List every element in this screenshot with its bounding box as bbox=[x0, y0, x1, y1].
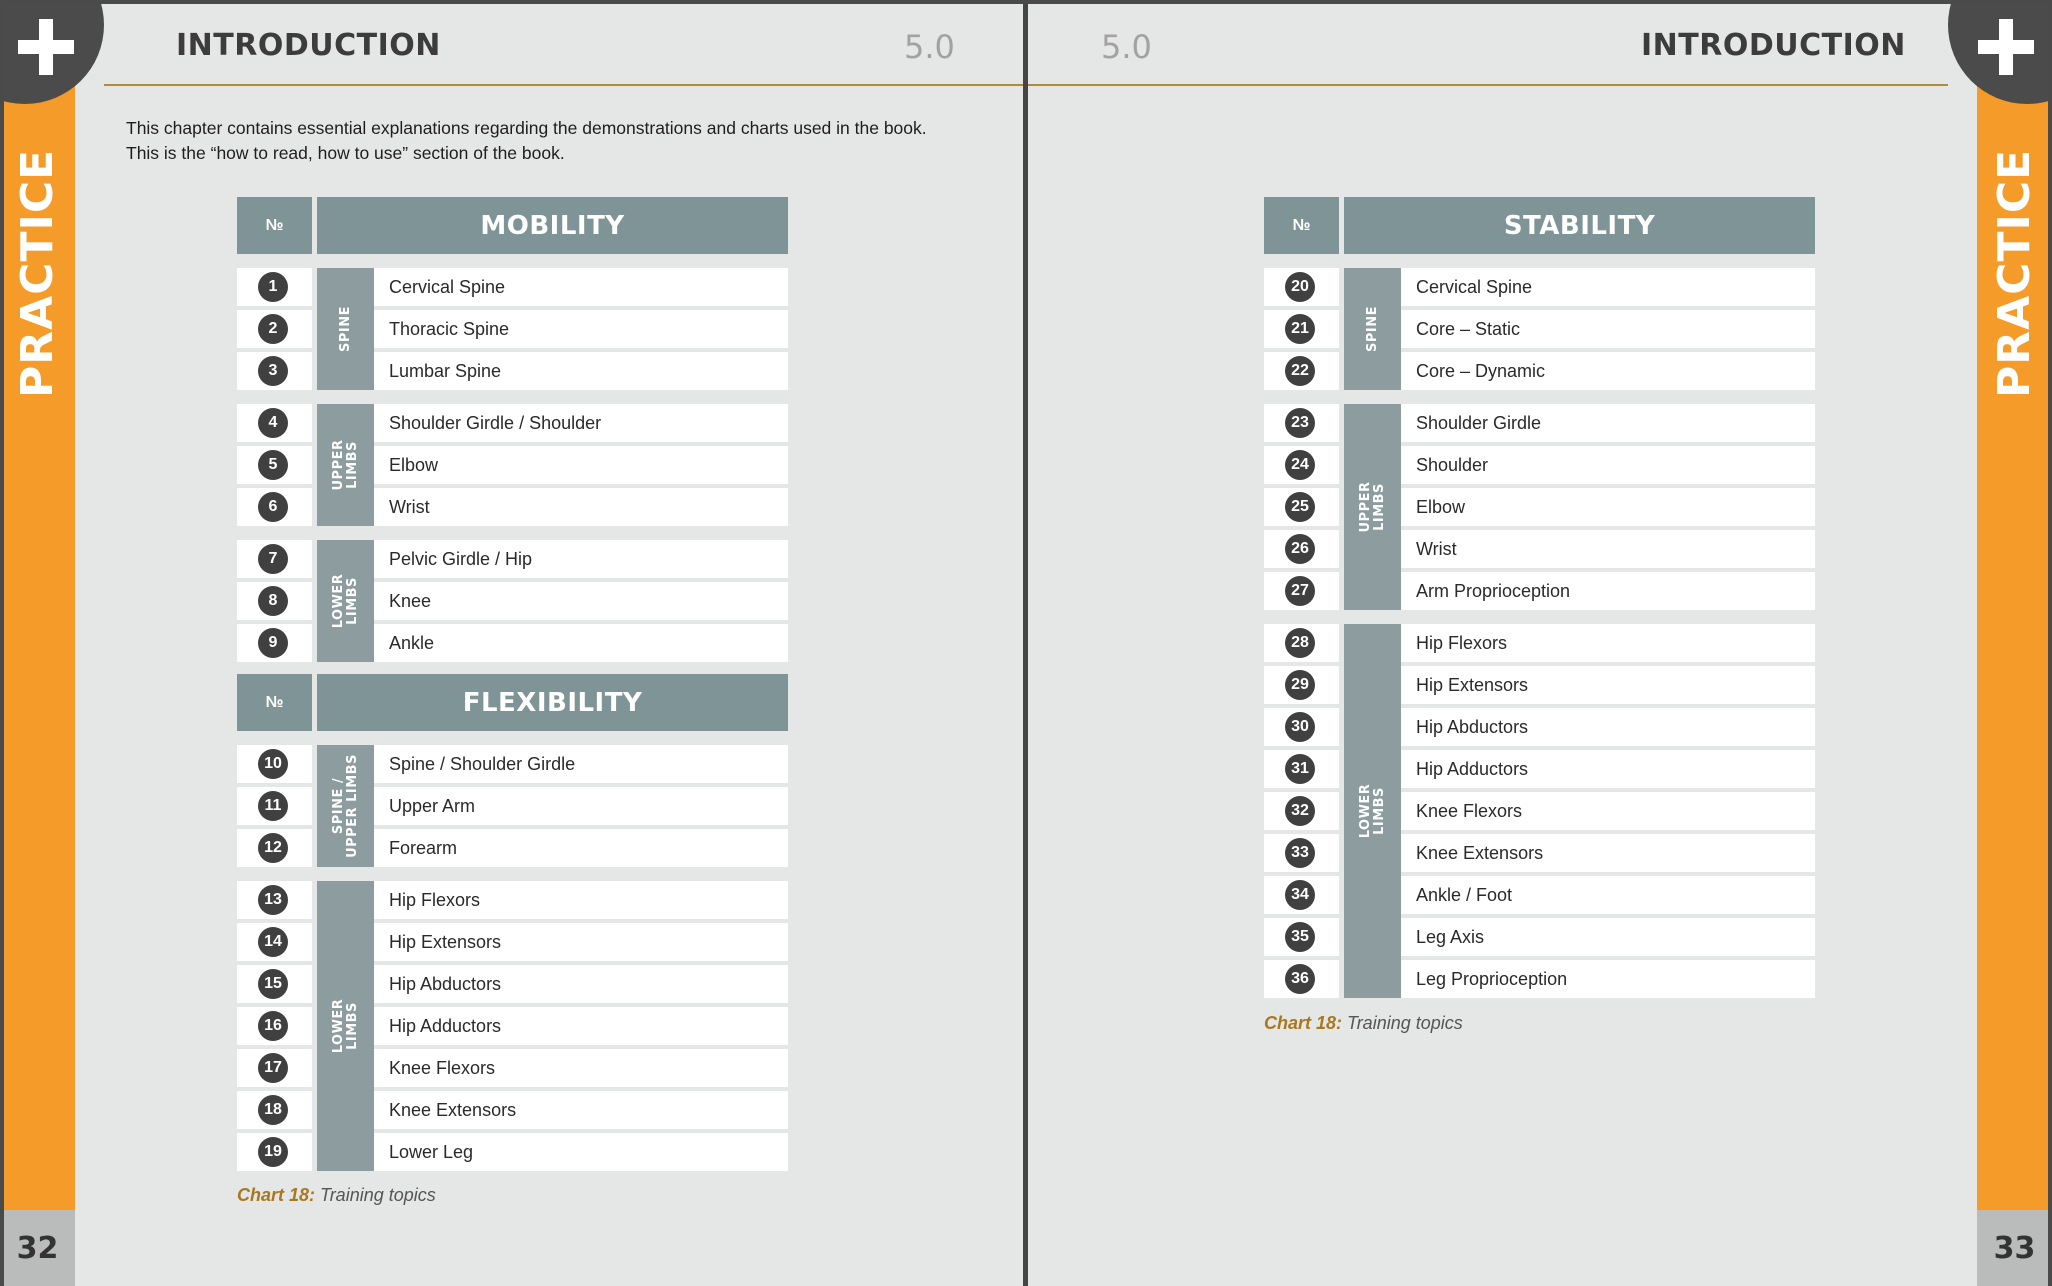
topic-name: Hip Flexors bbox=[1401, 624, 1815, 662]
number-cell bbox=[1264, 918, 1339, 956]
table-row bbox=[1264, 310, 1815, 348]
table-row bbox=[1264, 708, 1815, 746]
table-title: FLEXIBILITY bbox=[317, 674, 788, 731]
table-row bbox=[237, 404, 788, 442]
table-row bbox=[237, 1133, 788, 1171]
number-cell bbox=[237, 352, 312, 390]
topic-name: Hip Abductors bbox=[1401, 708, 1815, 746]
number-badge: 17 bbox=[258, 1053, 288, 1083]
topic-name: Knee Extensors bbox=[1401, 834, 1815, 872]
table-row bbox=[237, 1091, 788, 1129]
table-row bbox=[237, 829, 788, 867]
table-row bbox=[237, 745, 788, 783]
topic-name: Ankle bbox=[374, 624, 788, 662]
number-badge: 2 bbox=[258, 314, 288, 344]
table-row bbox=[237, 268, 788, 306]
topic-name: Leg Proprioception bbox=[1401, 960, 1815, 998]
number-cell bbox=[237, 965, 312, 1003]
topic-name: Thoracic Spine bbox=[374, 310, 788, 348]
topic-name: Hip Abductors bbox=[374, 965, 788, 1003]
chart-caption: Chart 18: Training topics bbox=[237, 1185, 436, 1205]
table-row bbox=[1264, 446, 1815, 484]
table-title: STABILITY bbox=[1344, 197, 1815, 254]
number-badge: 35 bbox=[1285, 922, 1315, 952]
topic-name: Knee Flexors bbox=[1401, 792, 1815, 830]
topic-name: Ankle / Foot bbox=[1401, 876, 1815, 914]
topic-name: Upper Arm bbox=[374, 787, 788, 825]
group-label: LOWER LIMBS bbox=[330, 573, 360, 629]
topic-name: Lower Leg bbox=[374, 1133, 788, 1171]
chart-caption: Chart 18: Training topics bbox=[1264, 1013, 1463, 1033]
table-row bbox=[1264, 834, 1815, 872]
number-cell bbox=[1264, 572, 1339, 610]
number-badge: 15 bbox=[258, 969, 288, 999]
number-cell bbox=[237, 1133, 312, 1171]
topic-name: Hip Adductors bbox=[374, 1007, 788, 1045]
number-cell bbox=[1264, 876, 1339, 914]
number-badge: 34 bbox=[1285, 880, 1315, 910]
number-cell bbox=[237, 923, 312, 961]
number-cell bbox=[237, 881, 312, 919]
number-cell bbox=[1264, 404, 1339, 442]
number-badge: 3 bbox=[258, 356, 288, 386]
table-row bbox=[237, 446, 788, 484]
table-row bbox=[1264, 876, 1815, 914]
right-page bbox=[1027, 0, 2052, 1286]
topic-name: Core – Dynamic bbox=[1401, 352, 1815, 390]
number-badge: 31 bbox=[1285, 754, 1315, 784]
table-row bbox=[1264, 572, 1815, 610]
table-row bbox=[237, 923, 788, 961]
number-badge: 21 bbox=[1285, 314, 1315, 344]
number-cell bbox=[237, 310, 312, 348]
number-cell bbox=[1264, 750, 1339, 788]
number-column-header: № bbox=[237, 197, 312, 254]
topic-name: Spine / Shoulder Girdle bbox=[374, 745, 788, 783]
number-badge: 4 bbox=[258, 408, 288, 438]
table-row bbox=[1264, 750, 1815, 788]
table-row bbox=[237, 965, 788, 1003]
table-row bbox=[237, 1007, 788, 1045]
number-cell bbox=[1264, 352, 1339, 390]
topic-name: Hip Flexors bbox=[374, 881, 788, 919]
topic-name: Elbow bbox=[1401, 488, 1815, 526]
side-label-practice: PRACTICE bbox=[12, 148, 63, 398]
topic-name: Wrist bbox=[374, 488, 788, 526]
number-badge: 1 bbox=[258, 272, 288, 302]
number-badge: 12 bbox=[258, 833, 288, 863]
number-cell bbox=[237, 404, 312, 442]
table-row bbox=[237, 881, 788, 919]
right-side-tab bbox=[1977, 0, 2052, 1286]
table-row bbox=[1264, 960, 1815, 998]
topic-name: Knee bbox=[374, 582, 788, 620]
topic-name: Knee Flexors bbox=[374, 1049, 788, 1087]
plus-icon bbox=[0, 0, 104, 104]
number-cell bbox=[1264, 834, 1339, 872]
number-badge: 36 bbox=[1285, 964, 1315, 994]
number-badge: 10 bbox=[258, 749, 288, 779]
number-badge: 24 bbox=[1285, 450, 1315, 480]
topic-name: Leg Axis bbox=[1401, 918, 1815, 956]
number-badge: 18 bbox=[258, 1095, 288, 1125]
page-number: 33 bbox=[1977, 1210, 2052, 1286]
number-cell bbox=[237, 1049, 312, 1087]
table-row bbox=[237, 624, 788, 662]
number-cell bbox=[1264, 708, 1339, 746]
number-badge: 23 bbox=[1285, 408, 1315, 438]
group-label: LOWER LIMBS bbox=[1357, 783, 1387, 839]
chapter-title: INTRODUCTION bbox=[1641, 28, 1906, 63]
table-row bbox=[237, 352, 788, 390]
topic-name: Pelvic Girdle / Hip bbox=[374, 540, 788, 578]
group-label: SPINE / UPPER LIMBS bbox=[330, 754, 360, 858]
number-cell bbox=[237, 829, 312, 867]
number-badge: 16 bbox=[258, 1011, 288, 1041]
table-row bbox=[1264, 268, 1815, 306]
table-row bbox=[1264, 488, 1815, 526]
side-label-practice: PRACTICE bbox=[1989, 148, 2040, 398]
table-row bbox=[1264, 530, 1815, 568]
table-row bbox=[1264, 918, 1815, 956]
number-badge: 11 bbox=[258, 791, 288, 821]
header-rule bbox=[104, 84, 1025, 86]
number-cell bbox=[237, 787, 312, 825]
number-badge: 28 bbox=[1285, 628, 1315, 658]
left-page bbox=[0, 0, 1025, 1286]
topic-name: Hip Extensors bbox=[374, 923, 788, 961]
number-badge: 26 bbox=[1285, 534, 1315, 564]
topic-name: Shoulder Girdle / Shoulder bbox=[374, 404, 788, 442]
number-cell bbox=[237, 446, 312, 484]
number-cell bbox=[237, 268, 312, 306]
topic-name: Wrist bbox=[1401, 530, 1815, 568]
topic-name: Shoulder Girdle bbox=[1401, 404, 1815, 442]
table-row bbox=[1264, 792, 1815, 830]
topic-name: Knee Extensors bbox=[374, 1091, 788, 1129]
number-badge: 6 bbox=[258, 492, 288, 522]
table-row bbox=[237, 488, 788, 526]
table-row bbox=[1264, 404, 1815, 442]
group-label: LOWER LIMBS bbox=[330, 998, 360, 1054]
table-row bbox=[1264, 666, 1815, 704]
table-row bbox=[1264, 624, 1815, 662]
number-cell bbox=[237, 488, 312, 526]
number-cell bbox=[237, 1007, 312, 1045]
number-cell bbox=[1264, 530, 1339, 568]
group-label: SPINE bbox=[1364, 306, 1380, 352]
number-cell bbox=[237, 1091, 312, 1129]
table-row bbox=[237, 540, 788, 578]
number-column-header: № bbox=[237, 674, 312, 731]
number-badge: 25 bbox=[1285, 492, 1315, 522]
chapter-title: INTRODUCTION bbox=[176, 28, 441, 63]
chapter-number: 5.0 bbox=[1101, 28, 1152, 66]
number-badge: 33 bbox=[1285, 838, 1315, 868]
topic-name: Forearm bbox=[374, 829, 788, 867]
topic-name: Core – Static bbox=[1401, 310, 1815, 348]
number-cell bbox=[1264, 446, 1339, 484]
table-row bbox=[237, 1049, 788, 1087]
topic-name: Elbow bbox=[374, 446, 788, 484]
table-title: MOBILITY bbox=[317, 197, 788, 254]
number-cell bbox=[1264, 960, 1339, 998]
topic-name: Cervical Spine bbox=[374, 268, 788, 306]
topic-name: Hip Extensors bbox=[1401, 666, 1815, 704]
number-cell bbox=[1264, 310, 1339, 348]
number-badge: 20 bbox=[1285, 272, 1315, 302]
topic-name: Arm Proprioception bbox=[1401, 572, 1815, 610]
header-rule bbox=[1027, 84, 1948, 86]
number-cell bbox=[1264, 666, 1339, 704]
number-cell bbox=[1264, 268, 1339, 306]
number-badge: 14 bbox=[258, 927, 288, 957]
table-row bbox=[237, 310, 788, 348]
number-cell bbox=[237, 624, 312, 662]
table-row bbox=[1264, 352, 1815, 390]
chapter-number: 5.0 bbox=[904, 28, 955, 66]
topic-name: Hip Adductors bbox=[1401, 750, 1815, 788]
number-badge: 5 bbox=[258, 450, 288, 480]
number-badge: 27 bbox=[1285, 576, 1315, 606]
topic-name: Shoulder bbox=[1401, 446, 1815, 484]
number-cell bbox=[1264, 792, 1339, 830]
number-badge: 22 bbox=[1285, 356, 1315, 386]
number-cell bbox=[237, 582, 312, 620]
number-cell bbox=[237, 540, 312, 578]
intro-paragraph: This chapter contains essential explanations regarding the demonstrations and charts used in the book. This is the “how to read, how to use” section of the book. bbox=[126, 118, 927, 163]
number-cell bbox=[237, 745, 312, 783]
book-spine bbox=[1023, 0, 1028, 1286]
number-cell bbox=[1264, 624, 1339, 662]
group-label: UPPER LIMBS bbox=[1357, 481, 1387, 533]
left-side-tab bbox=[0, 0, 75, 1286]
number-badge: 30 bbox=[1285, 712, 1315, 742]
group-label: SPINE bbox=[337, 306, 353, 352]
number-cell bbox=[1264, 488, 1339, 526]
number-badge: 9 bbox=[258, 628, 288, 658]
number-badge: 32 bbox=[1285, 796, 1315, 826]
number-badge: 29 bbox=[1285, 670, 1315, 700]
topic-name: Lumbar Spine bbox=[374, 352, 788, 390]
page-number: 32 bbox=[0, 1210, 75, 1286]
table-row bbox=[237, 787, 788, 825]
number-badge: 8 bbox=[258, 586, 288, 616]
number-column-header: № bbox=[1264, 197, 1339, 254]
number-badge: 7 bbox=[258, 544, 288, 574]
number-badge: 19 bbox=[258, 1137, 288, 1167]
number-badge: 13 bbox=[258, 885, 288, 915]
topic-name: Cervical Spine bbox=[1401, 268, 1815, 306]
plus-icon bbox=[1948, 0, 2052, 104]
table-row bbox=[237, 582, 788, 620]
group-label: UPPER LIMBS bbox=[330, 439, 360, 491]
